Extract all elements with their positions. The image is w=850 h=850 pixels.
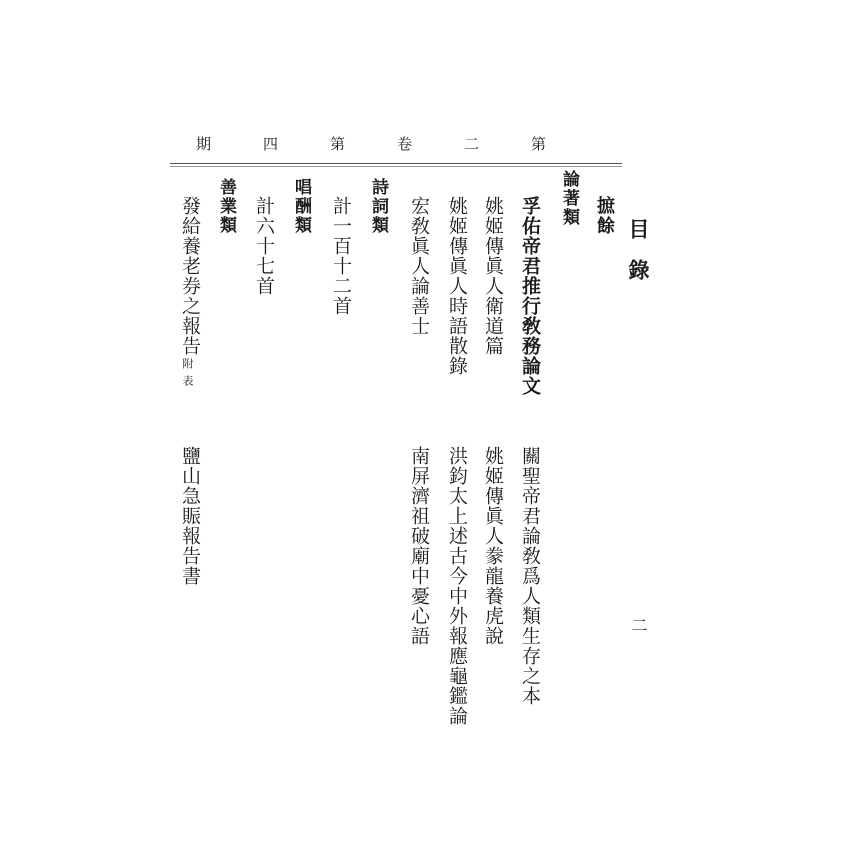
running-header-text: 第二卷第四期 [195,135,598,153]
charity-report: 發給養老券之報告 [179,196,201,356]
category-poetry: 詩詞類 [368,178,388,235]
charity-report-note: 附表 [181,358,194,392]
essay-title: 洪鈞太上述古今中外報應龜鑑論 [446,446,468,726]
toc-title: 目錄 [626,218,651,300]
category-charity: 善業類 [216,178,236,235]
essay-title: 宏敎眞人論善士 [408,196,430,336]
essay-title: 姚姬傳眞人時語散錄 [446,196,468,376]
category-essays: 論著類 [559,170,579,227]
poetry-count: 計一百十二首 [330,196,352,316]
essay-title: 姚姬傳眞人豢龍養虎說 [482,446,504,646]
header-rule [170,163,622,167]
essay-title: 姚姬傳眞人衛道篇 [482,196,504,356]
chanting-count: 計六十七首 [253,196,275,296]
essay-title: 南屏濟祖破廟中憂心語 [408,446,430,646]
essay-title: 孚佑帝君推行敎務論文 [519,196,541,396]
page-number: 二 [629,617,648,633]
essay-title: 關聖帝君論敎爲人類生存之本 [519,446,541,706]
category-chanting: 唱酬類 [291,178,311,235]
section-manifesto: 摭餘 [594,196,615,236]
charity-report: 鹽山急賑報告書 [179,446,201,586]
